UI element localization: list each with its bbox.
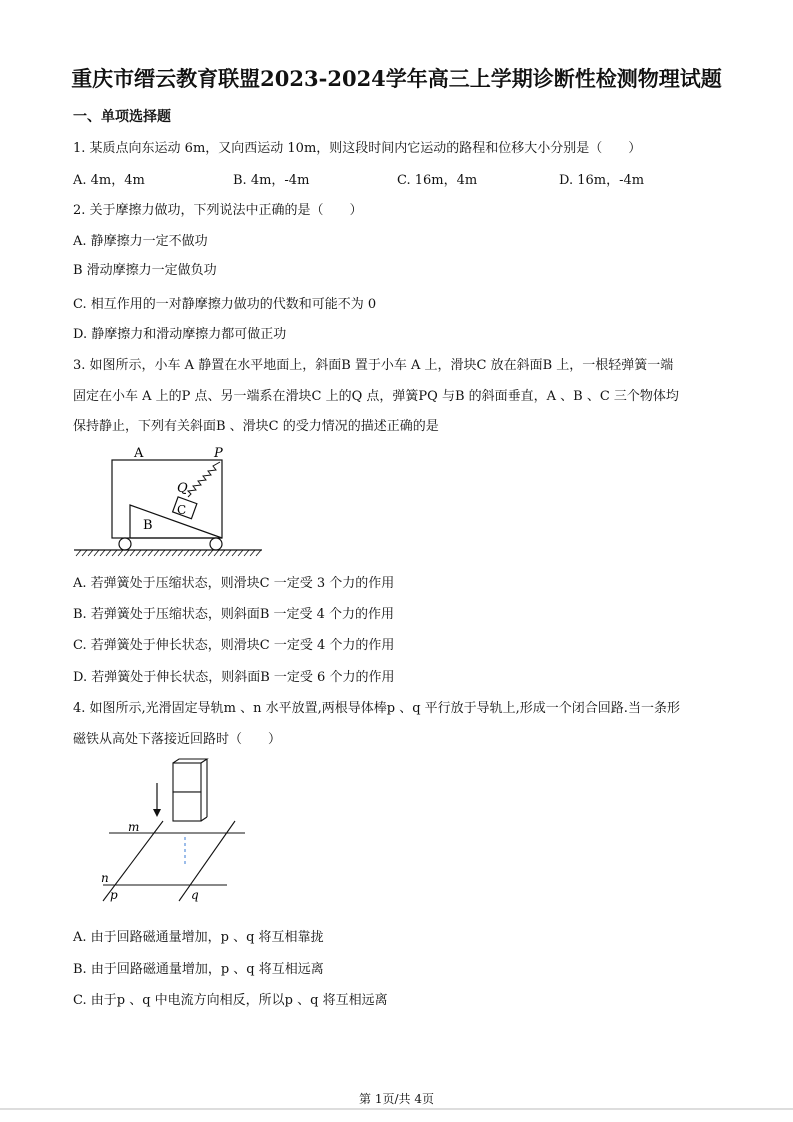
- label-q: Q: [177, 481, 188, 496]
- q4-stem-line-1: 4. 如图所示,光滑固定导轨m 、n 水平放置,两根导体棒p 、q 平行放于导轨上,形成一个闭合回路.当一条形: [73, 701, 680, 716]
- label-c: C: [177, 503, 187, 517]
- wheel-left: [119, 538, 131, 550]
- q3-option-b: B. 若弹簧处于压缩状态，则斜面B 一定受 4 个力的作用: [73, 607, 395, 622]
- q4-stem-line-2: 磁铁从高处下落接近回路时（ ）: [73, 732, 282, 747]
- wheel-right: [210, 538, 222, 550]
- page-title: 重庆市缙云教育联盟2023-2024学年高三上学期诊断性检测物理试题: [71, 66, 722, 91]
- arrow-head: [153, 809, 161, 817]
- magnet-bottom: [173, 792, 201, 821]
- q3-stem-line-1: 3. 如图所示，小车 A 静置在水平地面上，斜面B 置于小车 A 上，滑块C 放在斜面B 上，一根轻弹簧一端: [73, 358, 674, 373]
- q3-option-d: D. 若弹簧处于伸长状态，则斜面B 一定受 6 个力的作用: [73, 670, 395, 685]
- q3-stem-line-3: 保持静止，下列有关斜面B 、滑块C 的受力情况的描述正确的是: [73, 419, 439, 434]
- q1-option-b: B. 4m，-4m: [233, 173, 310, 188]
- page-footer: 第 1页/共 4页: [359, 1092, 434, 1106]
- label-p: P: [214, 446, 223, 461]
- q4-option-c: C. 由于p 、q 中电流方向相反，所以p 、q 将互相远离: [73, 993, 388, 1008]
- label-n: n: [101, 871, 109, 885]
- q1-option-c: C. 16m，4m: [397, 173, 478, 188]
- q4-option-b: B. 由于回路磁通量增加，p 、q 将互相远离: [73, 962, 324, 977]
- label-m: m: [128, 820, 140, 834]
- q4-option-a: A. 由于回路磁通量增加，p 、q 将互相靠拢: [73, 930, 324, 945]
- q1-stem: 1. 某质点向东运动 6m，又向西运动 10m，则这段时间内它运动的路程和位移大小分别是（ ）: [73, 141, 642, 156]
- section-heading: 一、单项选择题: [73, 109, 171, 125]
- q2-option-b: B 滑动摩擦力一定做负功: [73, 263, 217, 278]
- ground-hatching: [76, 550, 261, 556]
- q3-option-c: C. 若弹簧处于伸长状态，则滑块C 一定受 4 个力的作用: [73, 638, 395, 653]
- q2-option-a: A. 静摩擦力一定不做功: [73, 234, 208, 249]
- magnet-top: [173, 763, 201, 792]
- q1-option-a: A. 4m，4m: [73, 173, 145, 188]
- spring: [188, 462, 220, 497]
- q3-figure-cart-incline: [70, 442, 270, 564]
- q2-stem: 2. 关于摩擦力做功，下列说法中正确的是（ ）: [73, 203, 363, 218]
- q2-option-d: D. 静摩擦力和滑动摩擦力都可做正功: [73, 327, 287, 342]
- q2-option-c: C. 相互作用的一对静摩擦力做功的代数和可能不为 0: [73, 297, 377, 312]
- label-a: A: [134, 446, 144, 461]
- q3-option-a: A. 若弹簧处于压缩状态，则滑块C 一定受 3 个力的作用: [73, 576, 395, 591]
- q1-option-d: D. 16m，-4m: [559, 173, 645, 188]
- q3-stem-line-2: 固定在小车 A 上的P 点、另一端系在滑块C 上的Q 点，弹簧PQ 与B 的斜面垂直，A 、B 、C 三个物体均: [73, 389, 679, 404]
- label-p: p: [110, 888, 118, 902]
- label-q: q: [191, 888, 199, 902]
- label-b: B: [143, 518, 153, 533]
- q4-figure-rails-magnet: [95, 757, 255, 907]
- cart-body: [112, 460, 222, 538]
- footer-divider: [0, 1108, 793, 1110]
